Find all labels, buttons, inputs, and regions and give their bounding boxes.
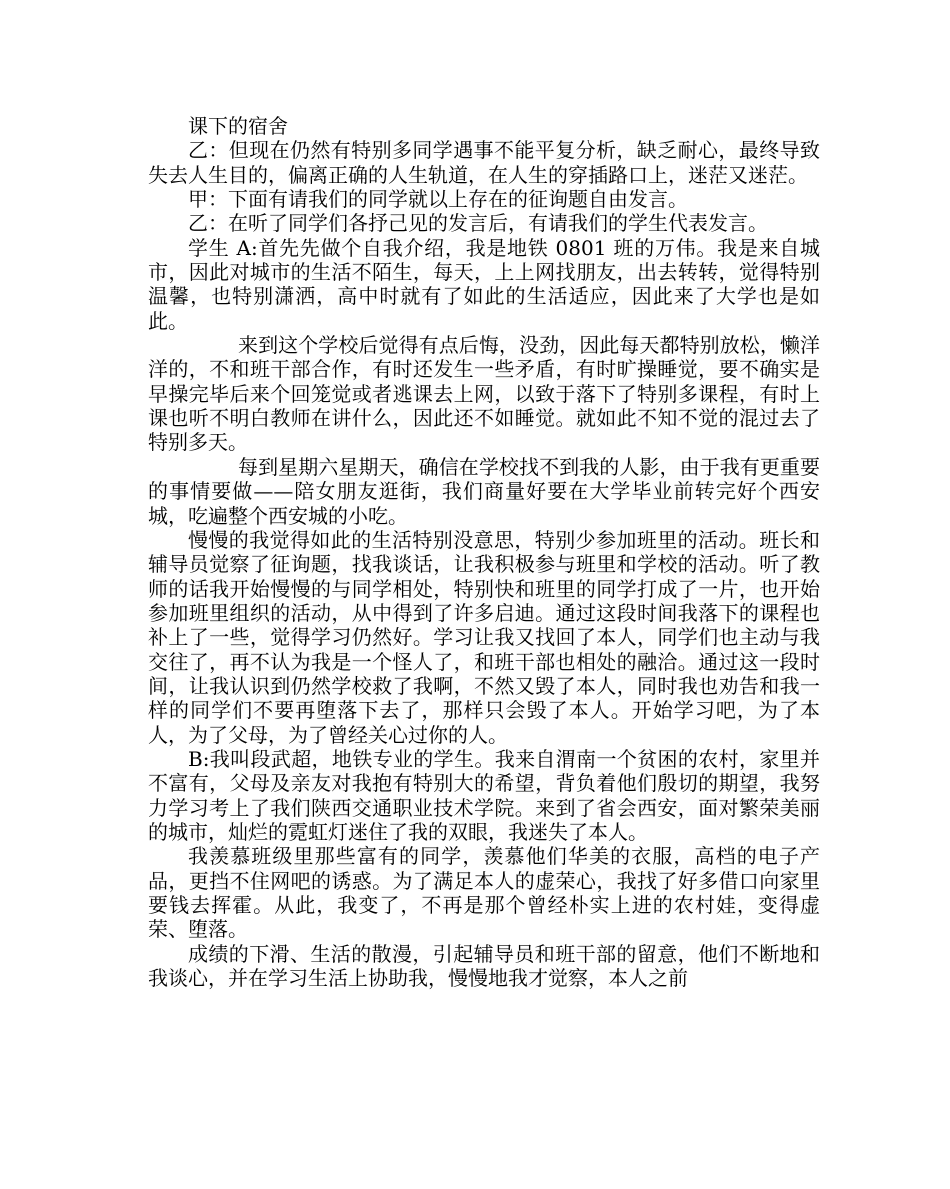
paragraph-student-a-change: 慢慢的我觉得如此的生活特别没意思，特别少参加班里的活动。班长和辅导员觉察了征询题，找我谈话，让我积极参与班里和学校的活动。听了教师的话我开始慢慢的与同学相处，特别快和班里的同学打成了一片，也开始参加班里组织的活动，从中得到了许多启迪。通过这段时间我落下的课程也补上了一些，觉得学习仍然好。学习让我又找回了本人，同学们也主动与我交往了，再不认为我是一个怪人了，和班干部也相处的融洽。通过这一段时间，让我认识到仍然学校救了我啊，不然又毁了本人，同时我也劝告和我一样的同学们不要再堕落下去了，那样只会毁了本人。开始学习吧，为了本人，为了父母，为了曾经关心过你的人。	[148, 527, 820, 747]
paragraph-speaker-yi-2: 乙：在听了同学们各抒己见的发言后，有请我们的学生代表发言。	[188, 211, 768, 236]
paragraph-student-a-regret: 来到这个学校后觉得有点后悔，没劲，因此每天都特别放松，懒洋洋的，不和班干部合作，有时还发生一些矛盾，有时旷操睡觉，要不确实是早操完毕后来个回笼觉或者逃课去上网，以致于落下了特别多课程，有时上课也听不明白教师在讲什么，因此还不如睡觉。就如此不知不觉的混过去了特别多天。	[148, 333, 820, 455]
paragraph-speaker-jia: 甲：下面有请我们的同学就以上存在的征询题自由发言。	[188, 187, 688, 212]
paragraph-heading-dormitory: 课下的宿舍	[188, 114, 288, 138]
paragraph-student-a-weekend: 每到星期六星期天，确信在学校找不到我的人影，由于我有更重要的事情要做——陪女朋友逛街，我们商量好要在大学毕业前转完好个西安城，吃遍整个西安城的小吃。	[148, 454, 820, 528]
document-body	[148, 114, 820, 990]
paragraph-student-a-intro: 学生 A:首先先做个自我介绍，我是地铁 0801 班的万伟。我是来自城市，因此对城市的生活不陌生，每天，上上网找朋友，出去转转，觉得特别温馨，也特别潇洒，高中时就有了如此的生活适应，因此来了大学也是如此。	[148, 235, 820, 333]
paragraph-speaker-yi-1: 乙：但现在仍然有特别多同学遇事不能平复分析，缺乏耐心，最终导致失去人生目的，偏离正确的人生轨道，在人生的穿插路口上，迷茫又迷茫。	[148, 138, 820, 187]
paragraph-student-b-envy: 我羡慕班级里那些富有的同学，羡慕他们华美的衣服，高档的电子产品，更挡不住网吧的诱惑。为了满足本人的虚荣心，我找了好多借口向家里要钱去挥霍。从此，我变了，不再是那个曾经朴实上进的农村娃，变得虚荣、堕落。	[148, 844, 820, 942]
paragraph-student-b-grades: 成绩的下滑、生活的散漫，引起辅导员和班干部的留意，他们不断地和我谈心，并在学习生活上协助我，慢慢地我才觉察，本人之前	[148, 941, 820, 991]
paragraph-student-b-intro: B:我叫段武超，地铁专业的学生。我来自渭南一个贫困的农村，家里并不富有，父母及亲友对我抱有特别大的希望，背负着他们殷切的期望，我努力学习考上了我们陕西交通职业技术学院。来到了省会西安，面对繁荣美丽的城市，灿烂的霓虹灯迷住了我的双眼，我迷失了本人。	[148, 746, 820, 844]
